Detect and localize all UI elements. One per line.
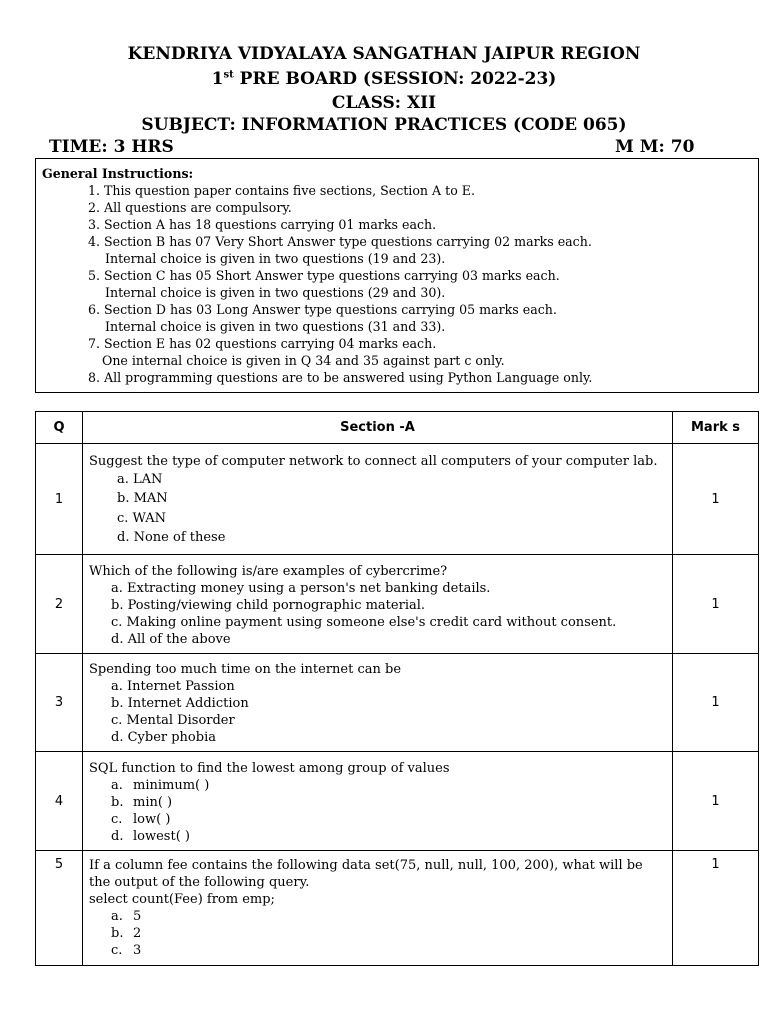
table-header-row	[36, 412, 759, 444]
option	[89, 777, 666, 794]
question-marks: 1	[673, 851, 759, 966]
question-stem: If a column fee contains the following data set(75, null, null, 100, 200), what will be the output of the following query.	[89, 858, 643, 890]
question-cell	[83, 851, 673, 966]
option: b. MAN	[117, 491, 168, 506]
table-row	[36, 555, 759, 654]
instruction-line: Internal choice is given in two questions (29 and 30).	[105, 285, 446, 300]
question-number: 3	[36, 654, 83, 752]
instruction-line: 3. Section A has 18 questions carrying 01 marks each.	[88, 217, 437, 232]
question-text	[83, 557, 672, 652]
org-title: KENDRIYA VIDYALAYA SANGATHAN JAIPUR REGION	[127, 44, 641, 64]
option-text: low( )	[133, 811, 171, 827]
subject-title: SUBJECT: INFORMATION PRACTICES (CODE 065)	[141, 115, 627, 135]
option: a. LAN	[117, 471, 163, 487]
instruction-line: Internal choice is given in two questions (31 and 33).	[105, 319, 446, 334]
question-cell	[83, 654, 673, 752]
question-marks: 1	[673, 752, 759, 851]
option: d. All of the above	[111, 631, 231, 647]
question-marks: 1	[673, 444, 759, 555]
instruction-line: 1. This question paper contains five sections, Section A to E.	[88, 183, 475, 198]
instruction-line: 2. All questions are compulsory.	[88, 200, 292, 215]
option-text: 3	[133, 943, 142, 958]
option	[89, 811, 666, 828]
option-text: lowest( )	[133, 828, 190, 844]
question-cell	[83, 444, 673, 555]
option: a. Internet Passion	[111, 679, 235, 694]
questions-table	[35, 411, 759, 966]
option-letter: a.	[111, 909, 123, 924]
exam-title	[0, 69, 768, 89]
question-stem: Suggest the type of computer network to connect all computers of your computer lab.	[89, 453, 658, 469]
option	[89, 942, 666, 959]
question-text	[83, 754, 672, 849]
option: a. Extracting money using a person's net banking details.	[111, 580, 491, 596]
question-marks: 1	[673, 654, 759, 752]
col-marks-header: Mark s	[673, 412, 759, 444]
exam-session: PRE BOARD (SESSION: 2022-23)	[233, 69, 557, 89]
option-text: minimum( )	[133, 777, 210, 793]
question-number: 5	[36, 851, 83, 966]
option	[89, 828, 666, 845]
question-text	[83, 851, 672, 963]
max-marks-label: M M: 70	[615, 137, 695, 157]
question-cell	[83, 555, 673, 654]
option-text: min( )	[133, 794, 173, 810]
option: c. WAN	[117, 510, 167, 526]
instruction-line: 8. All programming questions are to be answered using Python Language only.	[88, 370, 593, 385]
exam-ordinal: st	[223, 69, 234, 81]
option-text: 2	[133, 926, 142, 941]
instruction-line: 7. Section E has 02 questions carrying 04 marks each.	[88, 336, 437, 351]
option: b. Posting/viewing child pornographic material.	[111, 597, 426, 613]
option-letter: c.	[111, 943, 123, 958]
option-letter: b.	[111, 926, 124, 941]
instructions-title: General Instructions:	[42, 166, 194, 181]
option-letter: c.	[111, 811, 123, 827]
option: c. Mental Disorder	[111, 713, 235, 728]
instruction-line: 6. Section D has 03 Long Answer type questions carrying 05 marks each.	[88, 302, 557, 317]
exam-number: 1	[211, 69, 224, 89]
table-row	[36, 654, 759, 752]
question-stem: SQL function to find the lowest among group of values	[89, 760, 450, 776]
instruction-line: 4. Section B has 07 Very Short Answer type questions carrying 02 marks each.	[88, 234, 592, 249]
option: c. Making online payment using someone else's credit card without consent.	[111, 614, 617, 630]
instruction-line: Internal choice is given in two questions (19 and 23).	[105, 251, 446, 266]
class-title: CLASS: XII	[331, 93, 437, 113]
instruction-line: One internal choice is given in Q 34 and 35 against part c only.	[102, 353, 505, 368]
option	[89, 794, 666, 811]
option-letter: b.	[111, 794, 124, 810]
question-text	[83, 655, 672, 750]
question-marks: 1	[673, 555, 759, 654]
general-instructions-box	[35, 158, 759, 393]
option: d. Cyber phobia	[111, 730, 216, 745]
table-row	[36, 444, 759, 555]
option: b. Internet Addiction	[111, 696, 249, 711]
option-letter: d.	[111, 828, 124, 844]
option: d. None of these	[117, 530, 226, 545]
col-q-header: Q	[36, 412, 83, 444]
question-number: 2	[36, 555, 83, 654]
instruction-line: 5. Section C has 05 Short Answer type questions carrying 03 marks each.	[88, 268, 560, 283]
table-row	[36, 851, 759, 966]
question-query: select count(Fee) from emp;	[89, 892, 275, 907]
option-text: 5	[133, 909, 142, 924]
option	[89, 908, 666, 925]
option-letter: a.	[111, 777, 123, 793]
question-text	[83, 447, 672, 552]
question-cell	[83, 752, 673, 851]
question-stem: Which of the following is/are examples of cybercrime?	[89, 563, 448, 579]
table-row	[36, 752, 759, 851]
question-stem: Spending too much time on the internet can be	[89, 662, 402, 677]
time-label: TIME: 3 HRS	[49, 137, 174, 157]
question-number: 1	[36, 444, 83, 555]
question-number: 4	[36, 752, 83, 851]
col-section-header: Section -A	[83, 412, 673, 444]
option	[89, 925, 666, 942]
